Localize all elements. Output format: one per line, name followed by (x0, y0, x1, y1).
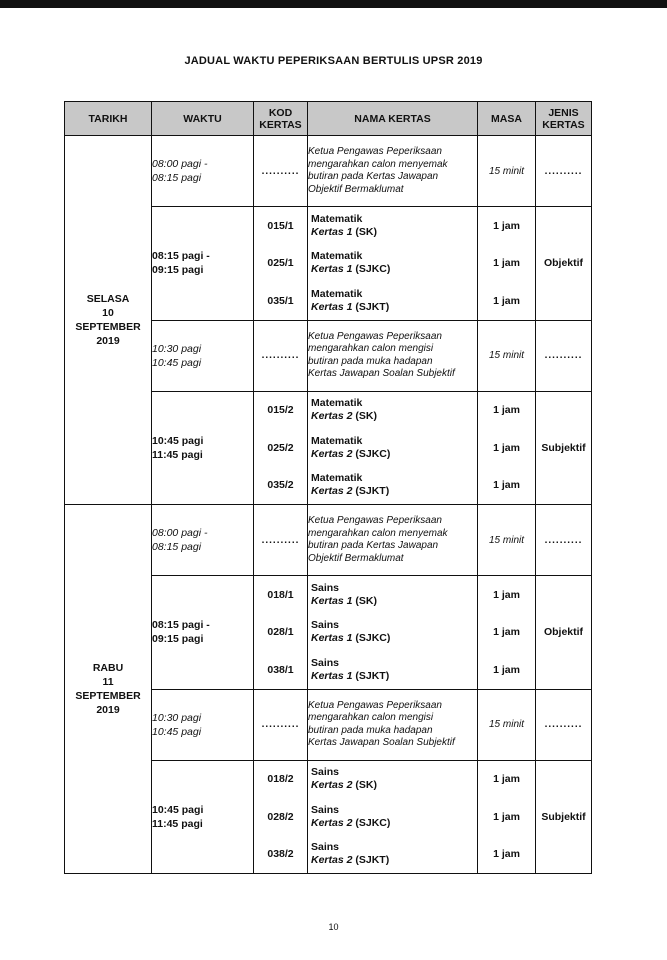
paper-kertas-label: Kertas 1 (311, 669, 353, 682)
instruction-line: Ketua Pengawas Peperiksaan (308, 699, 442, 711)
duration-cell (478, 760, 536, 874)
page-number: 10 (328, 922, 339, 932)
duration-cell (478, 576, 536, 690)
time-cell (152, 689, 254, 760)
paper-kertas-label: Kertas 2 (311, 447, 353, 460)
paper-kertas-label: Kertas 1 (311, 263, 353, 276)
header-masa: MASA (478, 102, 536, 136)
duration-cell: 15 minit (478, 505, 536, 576)
paper-name (308, 761, 477, 799)
paper-code: 015/1 (267, 219, 294, 232)
paper-code: 035/1 (267, 294, 294, 307)
paper-duration: 1 jam (493, 219, 520, 232)
code-placeholder: .......... (254, 505, 308, 576)
paper-name (308, 207, 477, 245)
time-start: 08:15 pagi - (152, 250, 210, 263)
code-placeholder: .......... (254, 320, 308, 391)
paper-type-cell: Subjektif (536, 391, 592, 505)
paper-stream: (SJKC) (355, 447, 391, 460)
time-end: 08:15 pagi (152, 541, 202, 553)
paper-type-cell: Objektif (536, 576, 592, 690)
paper-kertas (311, 301, 389, 314)
date-line: 10 (102, 307, 114, 319)
paper-stream: (SJKT) (355, 669, 390, 682)
instruction-line: Objektif Bermaklumat (308, 183, 404, 195)
instruction-line: butiran pada Kertas Jawapan (308, 171, 439, 182)
time-start: 10:30 pagi (152, 711, 202, 724)
paper-subject: Matematik (311, 212, 363, 225)
paper-name (308, 798, 477, 836)
duration-cell: 15 minit (478, 136, 536, 207)
paper-subject: Matematik (311, 250, 363, 263)
paper-code: 028/1 (267, 626, 294, 639)
time-cell (152, 136, 254, 207)
date-line: 2019 (96, 335, 120, 347)
paper-code: 038/1 (267, 663, 294, 676)
date-line: SEPTEMBER (75, 321, 141, 333)
date-line: RABU (92, 662, 124, 674)
paper-subject: Matematik (311, 434, 363, 447)
paper-kertas (311, 448, 390, 461)
paper-subject: Sains (311, 841, 340, 854)
paper-type-cell: Objektif (536, 207, 592, 321)
instruction-text (308, 320, 478, 391)
code-cell (254, 207, 308, 321)
paper-name (308, 245, 477, 283)
paper-kertas-label: Kertas 2 (311, 854, 353, 867)
time-start: 08:00 pagi - (152, 158, 208, 170)
paper-code: 025/2 (267, 441, 294, 454)
header-nama-kertas: NAMA KERTAS (308, 102, 478, 136)
time-cell (152, 320, 254, 391)
time-cell (152, 207, 254, 321)
code-cell (254, 760, 308, 874)
instruction-line: butiran pada muka hadapan (308, 355, 433, 367)
paper-name (308, 282, 477, 320)
paper-kertas-label: Kertas 2 (311, 485, 353, 498)
instruction-line: mengarahkan calon menyemak (308, 158, 448, 170)
paper-name (308, 467, 477, 505)
paper-type-cell: Subjektif (536, 760, 592, 874)
page-title: JADUAL WAKTU PEPERIKSAAN BERTULIS UPSR 2019 (184, 55, 483, 67)
date-line: 2019 (96, 704, 120, 716)
paper-kertas-label: Kertas 2 (311, 816, 353, 829)
table-header-row (65, 102, 592, 136)
paper-name-cell (308, 207, 478, 321)
paper-kertas-label: Kertas 1 (311, 594, 353, 607)
paper-stream: (SJKT) (355, 485, 390, 498)
paper-name-cell (308, 391, 478, 505)
paper-duration: 1 jam (493, 404, 520, 417)
date-line: 11 (102, 676, 114, 688)
paper-name (308, 651, 477, 689)
instruction-line: mengarahkan calon mengisi (308, 343, 434, 354)
header-tarikh: TARIKH (65, 102, 152, 136)
paper-stream: (SK) (355, 594, 377, 607)
duration-cell: 15 minit (478, 320, 536, 391)
paper-name (308, 429, 477, 467)
paper-kertas (311, 410, 377, 423)
paper-subject: Matematik (311, 397, 363, 410)
date-line: SEPTEMBER (75, 690, 141, 702)
instruction-text (308, 136, 478, 207)
paper-subject: Sains (311, 619, 340, 632)
paper-duration: 1 jam (493, 257, 520, 270)
instruction-line: Objektif Bermaklumat (308, 552, 404, 564)
instruction-line: Ketua Pengawas Peperiksaan (308, 146, 442, 157)
type-placeholder: .......... (536, 505, 592, 576)
paper-subject: Matematik (311, 472, 363, 485)
paper-kertas (311, 817, 390, 830)
paper-subject: Sains (311, 766, 340, 779)
time-cell (152, 576, 254, 690)
time-end: 08:15 pagi (152, 172, 202, 184)
instruction-line: Kertas Jawapan Soalan Subjektif (308, 368, 455, 379)
paper-kertas (311, 595, 377, 608)
date-cell (65, 136, 152, 505)
instruction-row (65, 136, 592, 207)
paper-duration: 1 jam (493, 294, 520, 307)
paper-code: 015/2 (267, 404, 294, 417)
paper-stream: (SK) (355, 779, 377, 792)
time-end: 09:15 pagi (152, 633, 204, 646)
code-cell (254, 391, 308, 505)
time-cell (152, 391, 254, 505)
paper-duration: 1 jam (493, 773, 520, 786)
time-end: 09:15 pagi (152, 264, 204, 277)
paper-subject: Sains (311, 803, 340, 816)
time-end: 10:45 pagi (152, 725, 202, 738)
paper-kertas (311, 779, 377, 792)
paper-kertas-label: Kertas 1 (311, 300, 353, 313)
time-end: 11:45 pagi (152, 448, 203, 461)
paper-name (308, 576, 477, 614)
type-placeholder: .......... (536, 320, 592, 391)
time-start: 10:45 pagi (152, 803, 204, 816)
paper-kertas-label: Kertas 1 (311, 632, 353, 645)
paper-code: 025/1 (267, 257, 294, 270)
paper-kertas (311, 670, 389, 683)
instruction-line: butiran pada muka hadapan (308, 724, 433, 736)
duration-cell (478, 207, 536, 321)
paper-code: 028/2 (267, 810, 294, 823)
date-line: SELASA (86, 293, 130, 305)
paper-duration: 1 jam (493, 810, 520, 823)
paper-name-cell (308, 576, 478, 690)
paper-name-cell (308, 760, 478, 874)
paper-duration: 1 jam (493, 848, 520, 861)
paper-name (308, 392, 477, 430)
instruction-text (308, 689, 478, 760)
paper-subject: Sains (311, 656, 340, 669)
paper-code: 018/2 (267, 773, 294, 786)
instruction-line: butiran pada Kertas Jawapan (308, 540, 439, 551)
instruction-line: mengarahkan calon menyemak (308, 527, 448, 539)
code-placeholder: .......... (254, 689, 308, 760)
instruction-text (308, 505, 478, 576)
code-cell (254, 576, 308, 690)
paper-kertas-label: Kertas 2 (311, 779, 353, 792)
paper-subject: Matematik (311, 287, 363, 300)
paper-duration: 1 jam (493, 663, 520, 676)
instruction-line: Ketua Pengawas Peperiksaan (308, 515, 442, 526)
time-cell (152, 760, 254, 874)
paper-duration: 1 jam (493, 626, 520, 639)
header-kod-kertas: KOD KERTAS (254, 102, 308, 136)
date-cell (65, 505, 152, 874)
header-waktu: WAKTU (152, 102, 254, 136)
paper-stream: (SK) (355, 410, 377, 423)
instruction-line: mengarahkan calon mengisi (308, 712, 434, 723)
paper-stream: (SK) (355, 225, 377, 238)
paper-subject: Sains (311, 581, 340, 594)
paper-kertas (311, 485, 389, 498)
paper-stream: (SJKT) (355, 854, 390, 867)
paper-code: 035/2 (267, 479, 294, 492)
time-start: 10:30 pagi (152, 342, 202, 355)
paper-name (308, 614, 477, 652)
time-start: 08:15 pagi - (152, 619, 210, 632)
paper-code: 038/2 (267, 848, 294, 861)
paper-duration: 1 jam (493, 441, 520, 454)
header-jenis-kertas: JENIS KERTAS (536, 102, 592, 136)
paper-kertas (311, 854, 389, 867)
paper-kertas-label: Kertas 2 (311, 410, 353, 423)
time-cell (152, 505, 254, 576)
top-border-bar (0, 0, 667, 8)
time-start: 08:00 pagi - (152, 527, 208, 539)
paper-stream: (SJKC) (355, 263, 391, 276)
instruction-row (65, 505, 592, 576)
type-placeholder: .......... (536, 136, 592, 207)
time-end: 11:45 pagi (152, 817, 203, 830)
paper-kertas-label: Kertas 1 (311, 225, 353, 238)
paper-stream: (SJKC) (355, 632, 391, 645)
paper-kertas (311, 263, 390, 276)
paper-name (308, 836, 477, 874)
time-start: 10:45 pagi (152, 434, 204, 447)
time-end: 10:45 pagi (152, 356, 202, 369)
paper-stream: (SJKT) (355, 300, 390, 313)
code-placeholder: .......... (254, 136, 308, 207)
exam-schedule-table (64, 101, 592, 874)
paper-duration: 1 jam (493, 479, 520, 492)
paper-kertas (311, 632, 390, 645)
paper-kertas (311, 226, 377, 239)
instruction-line: Kertas Jawapan Soalan Subjektif (308, 737, 455, 748)
instruction-line: Ketua Pengawas Peperiksaan (308, 330, 442, 342)
paper-duration: 1 jam (493, 588, 520, 601)
duration-cell (478, 391, 536, 505)
duration-cell: 15 minit (478, 689, 536, 760)
paper-code: 018/1 (267, 588, 294, 601)
type-placeholder: .......... (536, 689, 592, 760)
paper-stream: (SJKC) (355, 816, 391, 829)
